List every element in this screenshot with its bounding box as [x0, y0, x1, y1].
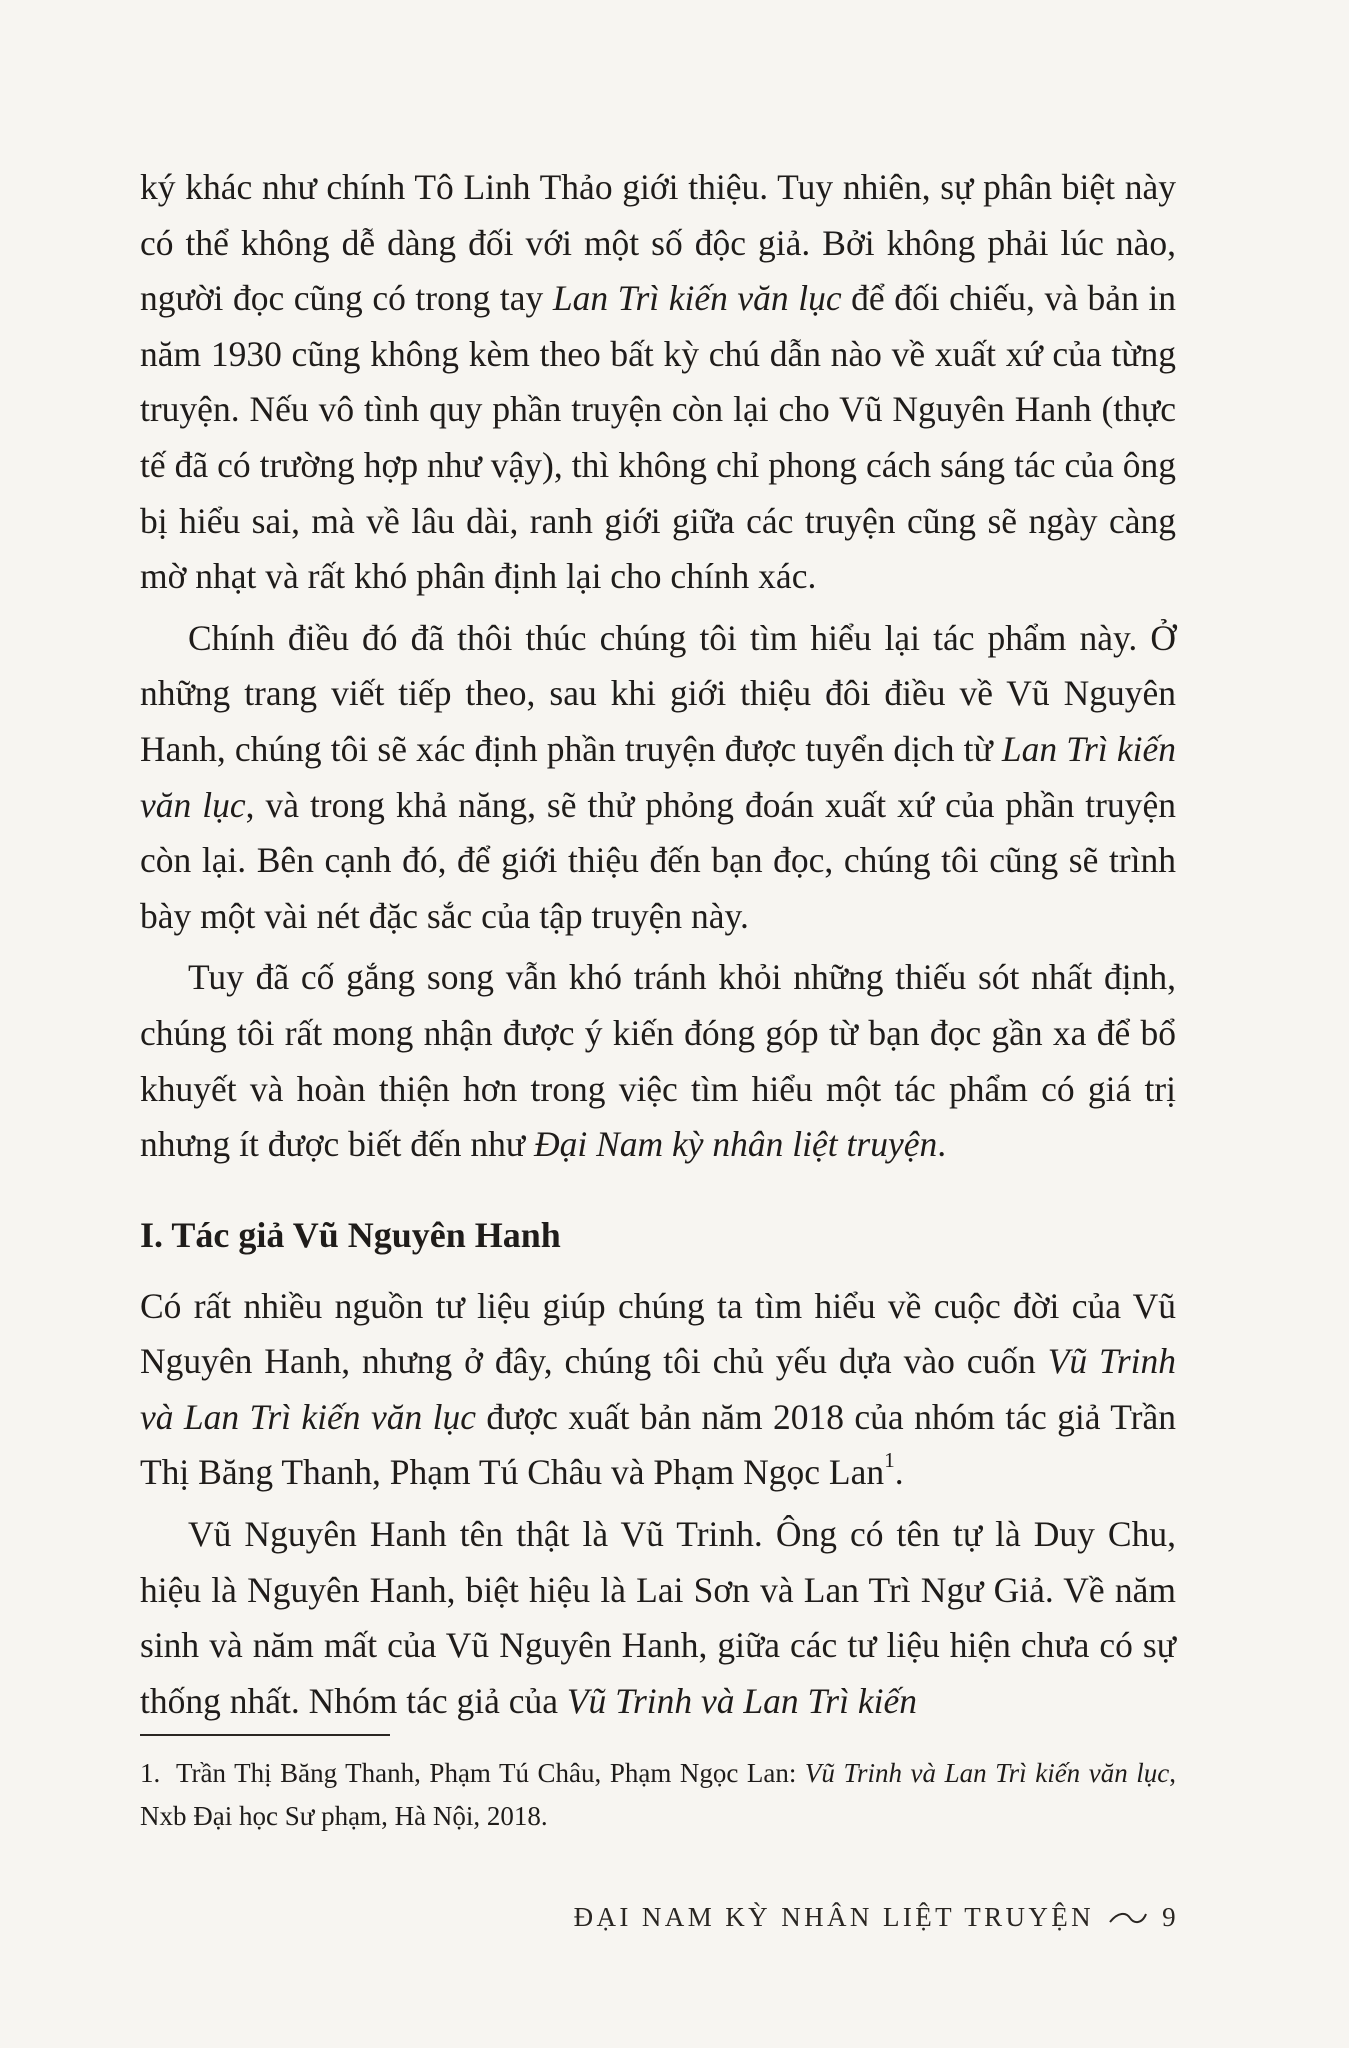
text-run: Có rất nhiều nguồn tư liệu giúp chúng ta tìm hiểu về cuộc đời của Vũ Nguyên Hanh, nhưng ở đây, chúng tôi chủ yếu dựa vào cuốn — [140, 1285, 1176, 1382]
text-run: , và trong khả năng, sẽ thử phỏng đoán xuất xứ của phần truyện còn lại. Bên cạnh đó, để giới thiệu đến bạn đọc, chúng tôi cũng sẽ trình bày một vài nét đặc sắc của tập truyện này. — [140, 784, 1176, 936]
italic-title: Lan Trì kiến văn lục — [140, 728, 1176, 825]
text-run: , Nxb Đại học Sư phạm, Hà Nội, 2018. — [140, 1758, 1176, 1831]
paragraph-3 — [140, 950, 1176, 1172]
text-run: được xuất bản năm 2018 của nhóm tác giả Trần Thị Băng Thanh, Phạm Tú Châu và Phạm Ngọc Lan — [140, 1396, 1177, 1493]
text-run: để đối chiếu, và bản in năm 1930 cũng không kèm theo bất kỳ chú dẫn nào về xuất xứ của từng truyện. Nếu vô tình quy phần truyện còn lại cho Vũ Nguyên Hanh (thực tế đã có trường hợp như vậy), thì không chỉ phong cách sáng tác của ông bị hiểu sai, mà về lâu dài, ranh giới giữa các truyện cũng sẽ ngày càng mờ nhạt và rất khó phân định lại cho chính xác. — [140, 278, 1176, 597]
paragraph-5 — [140, 1507, 1176, 1729]
italic-title: Vũ Trinh và Lan Trì kiến — [566, 1680, 917, 1721]
footnote-rule — [140, 1734, 390, 1736]
footnote-number: 1. — [140, 1758, 161, 1788]
paragraph-2 — [140, 611, 1176, 945]
text-run: ký khác như chính Tô Linh Thảo giới thiệu. Tuy nhiên, sự phân biệt này có thể không dễ dàng đối với một số độc giả. Bởi không phải lúc nào, người đọc cũng có trong tay — [140, 167, 1176, 319]
paragraph-1 — [140, 160, 1176, 605]
footnote — [140, 1752, 1176, 1838]
running-title: ĐẠI NAM KỲ NHÂN LIỆT TRUYỆN — [573, 1902, 1095, 1932]
text-run: Vũ Nguyên Hanh tên thật là Vũ Trinh. Ông có tên tự là Duy Chu, hiệu là Nguyên Hanh, biệt hiệu là Lai Sơn và Lan Trì Ngư Giả. Về năm sinh và năm mất của Vũ Nguyên Hanh, giữa các tư liệu hiện chưa có sự thống nhất. Nhóm tác giả của — [140, 1514, 1176, 1721]
text-run: Tuy đã cố gắng song vẫn khó tránh khỏi những thiếu sót nhất định, chúng tôi rất mong nhận được ý kiến đóng góp từ bạn đọc gần xa để bổ khuyết và hoàn thiện hơn trong việc tìm hiểu một tác phẩm có giá trị nhưng ít được biết đến như — [140, 957, 1176, 1165]
page-body — [140, 160, 1176, 1729]
footnote-marker[interactable]: 1 — [884, 1448, 895, 1473]
italic-title: Đại Nam kỳ nhân liệt truyện — [533, 1124, 938, 1165]
running-footer — [574, 1902, 1179, 1933]
text-run: . — [894, 1452, 904, 1493]
paragraph-4 — [140, 1279, 1176, 1501]
italic-title: Vũ Trinh và Lan Trì kiến văn lục — [140, 1341, 1176, 1437]
page-number: 9 — [1162, 1902, 1179, 1932]
tilde-ornament-icon — [1108, 1910, 1148, 1926]
italic-title: Vũ Trinh và Lan Trì kiến văn lục — [804, 1758, 1170, 1788]
section-heading: I. Tác giả Vũ Nguyên Hanh — [140, 1214, 561, 1255]
text-run: Trần Thị Băng Thanh, Phạm Tú Châu, Phạm Ngọc Lan: — [176, 1758, 805, 1788]
text-run: . — [937, 1124, 947, 1165]
text-run: Chính điều đó đã thôi thúc chúng tôi tìm hiểu lại tác phẩm này. Ở những trang viết tiếp theo, sau khi giới thiệu đôi điều về Vũ Nguyên Hanh, chúng tôi sẽ xác định phần truyện được tuyển dịch từ — [140, 617, 1176, 769]
italic-title: Lan Trì kiến văn lục — [552, 278, 842, 319]
